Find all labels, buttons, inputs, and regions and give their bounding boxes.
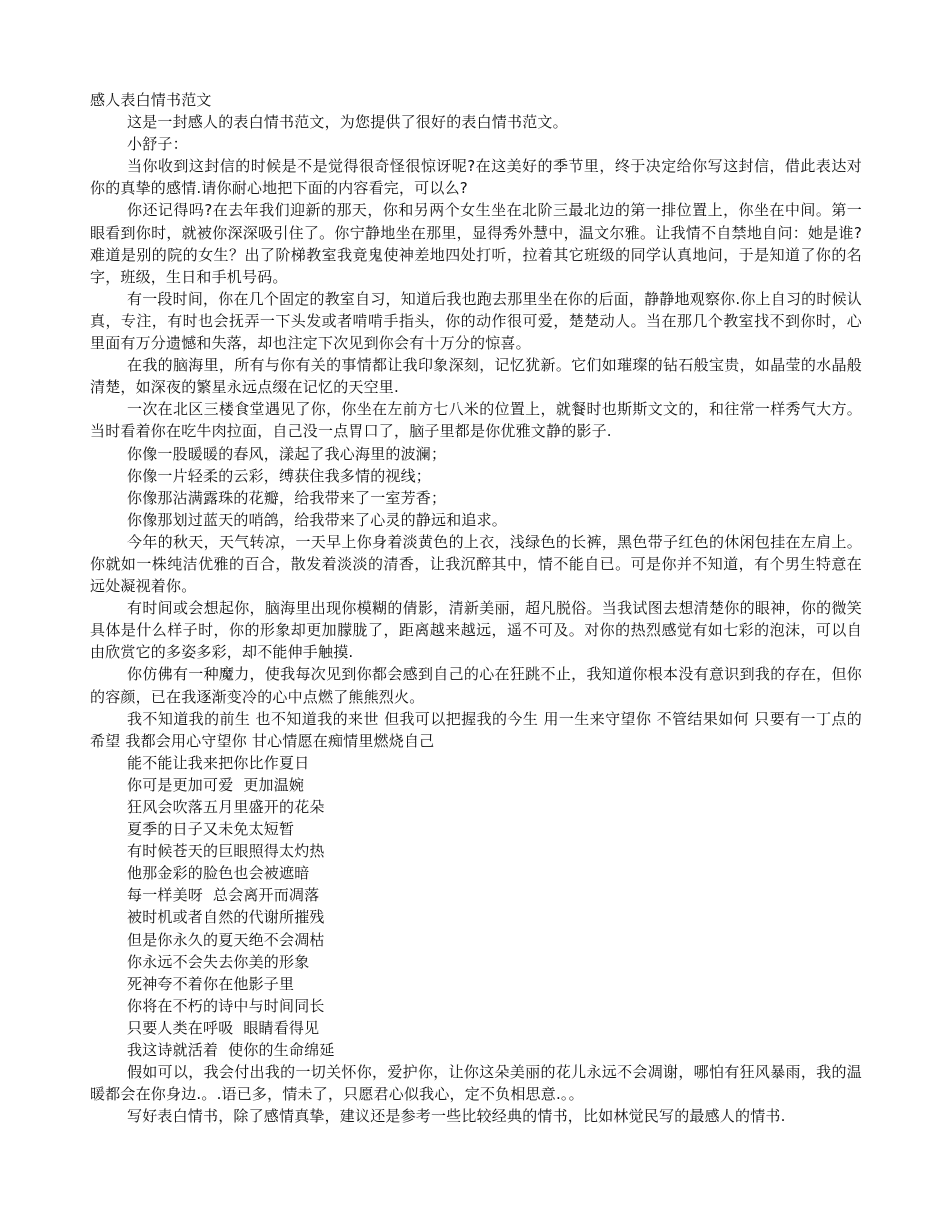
letter-paragraph: 你像一片轻柔的云彩，缚获住我多情的视线； [127, 466, 432, 485]
poem-line: 你将在不朽的诗中与时间同长 [127, 996, 325, 1015]
poem-line: 你可是更加可爱 更加温婉 [127, 775, 305, 794]
letter-paragraph: 一次在北区三楼食堂遇见了你，你坐在左前方七八米的位置上，就餐时也斯斯文文的，和往常一样秀气大方。当时看着你在吃牛肉拉面，自己没一点胃口了，脑子里都是你优雅文静的影子. [90, 400, 862, 441]
closing-paragraph: 假如可以，我会付出我的一切关怀你，爱护你，让你这朵美丽的花儿永远不会凋谢，哪怕有狂风暴雨，我的温暖都会在你身边.。.语已多，情未了，只愿君心似我心，定不负相思意.。。 [90, 1063, 862, 1104]
poem-line: 死神夸不着你在他影子里 [127, 974, 295, 993]
letter-paragraph: 有时间或会想起你，脑海里出现你模糊的倩影，清新美丽，超凡脱俗。当我试图去想清楚你的眼神，你的微笑具体是什么样子时，你的形象却更加朦胧了，距离越来越远，遥不可及。对你的热烈感觉有如七彩的泡沫，可以自由欣赏它的多姿多彩，却不能伸手触摸. [90, 599, 862, 662]
poem-line: 有时候苍天的巨眼照得太灼热 [127, 842, 325, 861]
document-body [90, 89, 862, 1127]
letter-paragraphs [90, 155, 862, 752]
intro-paragraph: 这是一封感人的表白情书范文，为您提供了很好的表白情书范文。 [127, 113, 568, 132]
letter-paragraph: 你像一股暖暖的春风，漾起了我心海里的波澜； [127, 444, 447, 463]
closing-paragraph: 写好表白情书，除了感情真挚，建议还是参考一些比较经典的情书，比如林觉民写的最感人的情书. [127, 1107, 786, 1126]
letter-paragraph: 你还记得吗?在去年我们迎新的那天，你和另两个女生坐在北阶三最北边的第一排位置上，你坐在中间。第一眼看到你时，就被你深深吸引住了。你宁静地坐在那里，显得秀外慧中，温文尔雅。让我情不自禁地自问：她是谁?难道是别的院的女生？出了阶梯教室我竟鬼使神差地四处打听，拉着其它班级的同学认真地问，于是知道了你的名字，班级，生日和手机号码。 [90, 201, 862, 286]
poem-line: 夏季的日子又未免太短暂 [127, 820, 295, 839]
letter-paragraph: 你像那沾满露珠的花瓣，给我带来了一室芳香； [127, 488, 447, 507]
poem-line: 被时机或者自然的代谢所摧残 [127, 908, 325, 927]
poem-line: 我这诗就活着 使你的生命绵延 [127, 1041, 335, 1060]
letter-paragraph: 今年的秋天，天气转凉，一天早上你身着淡黄色的上衣，浅绿色的长裤，黑色带子红色的休闲包挂在左肩上。你就如一株纯洁优雅的百合，散发着淡淡的清香，让我沉醉其中，情不能自已。可是你并不知道，有个男生特意在远处凝视着你。 [90, 532, 862, 596]
letter-paragraph: 有一段时间，你在几个固定的教室自习，知道后我也跑去那里坐在你的后面，静静地观察你.你上自习的时候认真，专注，有时也会抚弄一下头发或者啃啃手指头，你的动作很可爱，楚楚动人。当在那几个教室找不到你时，心里面有万分遗憾和失落，却也注定下次见到你会有十万分的惊喜。 [90, 289, 862, 353]
closing-paragraphs [90, 1061, 862, 1127]
poem-line: 能不能让我来把你比作夏日 [127, 753, 310, 772]
salutation: 小舒子： [127, 135, 188, 154]
letter-paragraph: 当你收到这封信的时候是不是觉得很奇怪很惊讶呢?在这美好的季节里，终于决定给你写这封信，借此表达对你的真挚的感情.请你耐心地把下面的内容看完，可以么? [90, 157, 862, 198]
poem-line: 你永远不会失去你美的形象 [127, 952, 310, 971]
poem-line: 但是你永久的夏天绝不会凋枯 [127, 930, 325, 949]
poem-line: 狂风会吹落五月里盛开的花朵 [127, 798, 325, 816]
letter-paragraph: 在我的脑海里，所有与你有关的事情都让我印象深刻，记忆犹新。它们如璀璨的钻石般宝贵，如晶莹的水晶般清楚，如深夜的繁星永远点缀在记忆的天空里. [90, 356, 862, 397]
letter-paragraph: 我不知道我的前生 也不知道我的来世 但我可以把握我的今生 用一生来守望你 不管结果如何 只要有一丁点的希望 我都会用心守望你 甘心情愿在痴情里燃烧自己 [90, 709, 862, 750]
letter-paragraph: 你仿佛有一种魔力，使我每次见到你都会感到自己的心在狂跳不止，我知道你根本没有意识到我的存在，但你的容颜，已在我逐渐变冷的心中点燃了熊熊烈火。 [90, 665, 862, 706]
poem-line: 只要人类在呼吸 眼睛看得见 [127, 1018, 320, 1037]
poem-line: 他那金彩的脸色也会被遮暗 [127, 864, 310, 883]
letter-paragraph: 你像那划过蓝天的哨鸽，给我带来了心灵的静远和追求。 [127, 510, 508, 529]
poem [90, 752, 862, 1061]
document-title: 感人表白情书范文 [90, 91, 212, 109]
poem-line: 每一样美呀 总会离开而凋落 [127, 886, 320, 905]
